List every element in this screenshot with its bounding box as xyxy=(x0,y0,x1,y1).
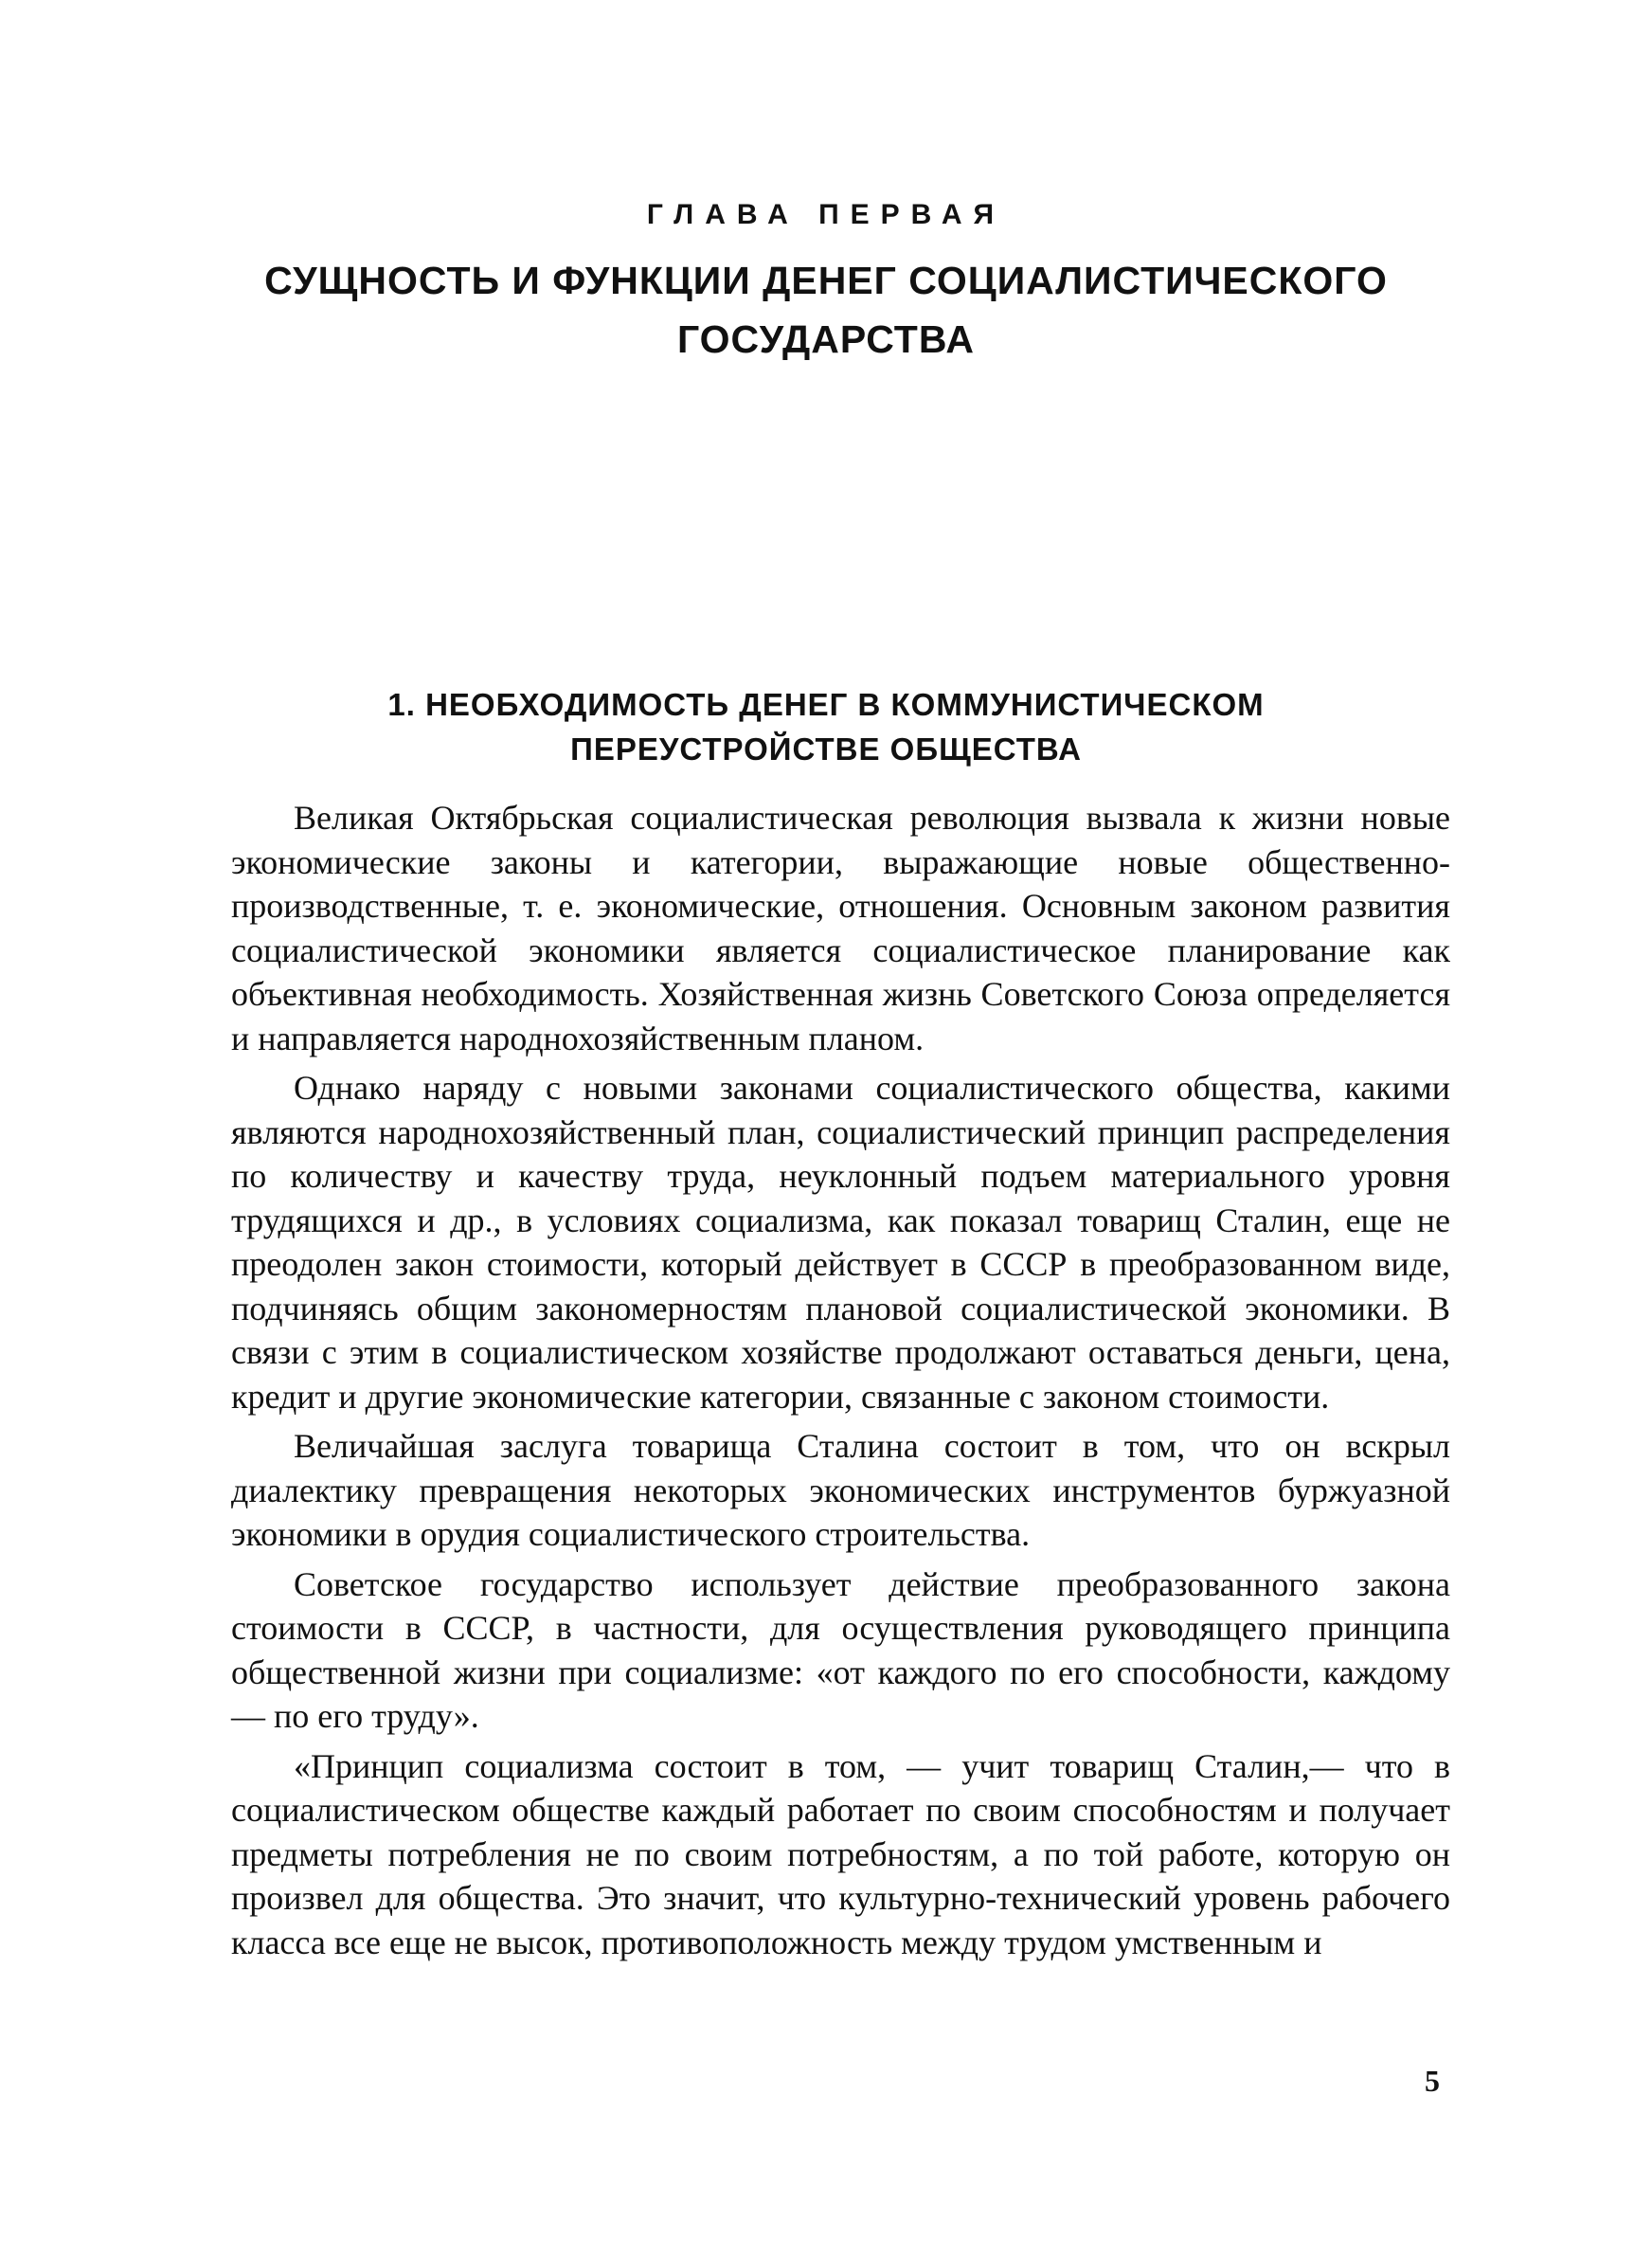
body-text xyxy=(231,796,1450,1970)
paragraph: Великая Октябрьская социалистическая революция вызвала к жизни новые экономические законы и категории, выражающие новые общественно-производственные, т. е. экономические, отношения. Основным законом развития социалистической экономики является социалистическое планирование как объективная необходимость. Хозяйственная жизнь Советского Союза определяется и направляется народнохозяйственным планом. xyxy=(231,799,1450,1057)
paragraph: Величайшая заслуга товарища Сталина состоит в том, что он вскрыл диалектику превращения некоторых экономических инструментов буржуазной экономики в орудия социалистического строительства. xyxy=(231,1427,1450,1553)
paragraph: Советское государство использует действие преобразованного закона стоимости в СССР, в частности, для осуществления руководящего принципа общественной жизни при социализме: «от каждого по его способности, каждому — по его труду». xyxy=(231,1564,1450,1735)
page-number: 5 xyxy=(1425,2064,1440,2098)
chapter-label: ГЛАВА ПЕРВАЯ xyxy=(646,199,1006,230)
paragraph: «Принцип социализма состоит в том, — учит товарищ Сталин,— что в социалистическом обществе каждый работает по своим способностям и получает предметы потребления не по своим потребностям, а по той работе, которую он произвел для общества. Это значит, что культурно-технический уровень рабочего класса все еще не высок, противоположность между трудом умственным и xyxy=(231,1746,1450,1961)
paragraph: Однако наряду с новыми законами социалистического общества, какими являются народнохозяйственный план, социалистический принцип распределения по количеству и качеству труда, неуклонный подъем материального уровня трудящихся и др., в условиях социализма, как показал товарищ Сталин, еще не преодолен закон стоимости, который действует в СССР в преобразованном виде, подчиняясь общим закономерностям плановой социалистической экономики. В связи с этим в социалистическом хозяйстве продолжают оставаться деньги, цена, кредит и другие экономические категории, связанные с законом стоимости. xyxy=(231,1069,1450,1416)
section-heading: 1. НЕОБХОДИМОСТЬ ДЕНЕГ В КОММУНИСТИЧЕСКОМ ПЕРЕУСТРОЙСТВЕ ОБЩЕСТВА xyxy=(387,687,1265,767)
chapter-title: СУЩНОСТЬ И ФУНКЦИИ ДЕНЕГ СОЦИАЛИСТИЧЕСКОГО ГОСУДАРСТВА xyxy=(264,259,1388,361)
